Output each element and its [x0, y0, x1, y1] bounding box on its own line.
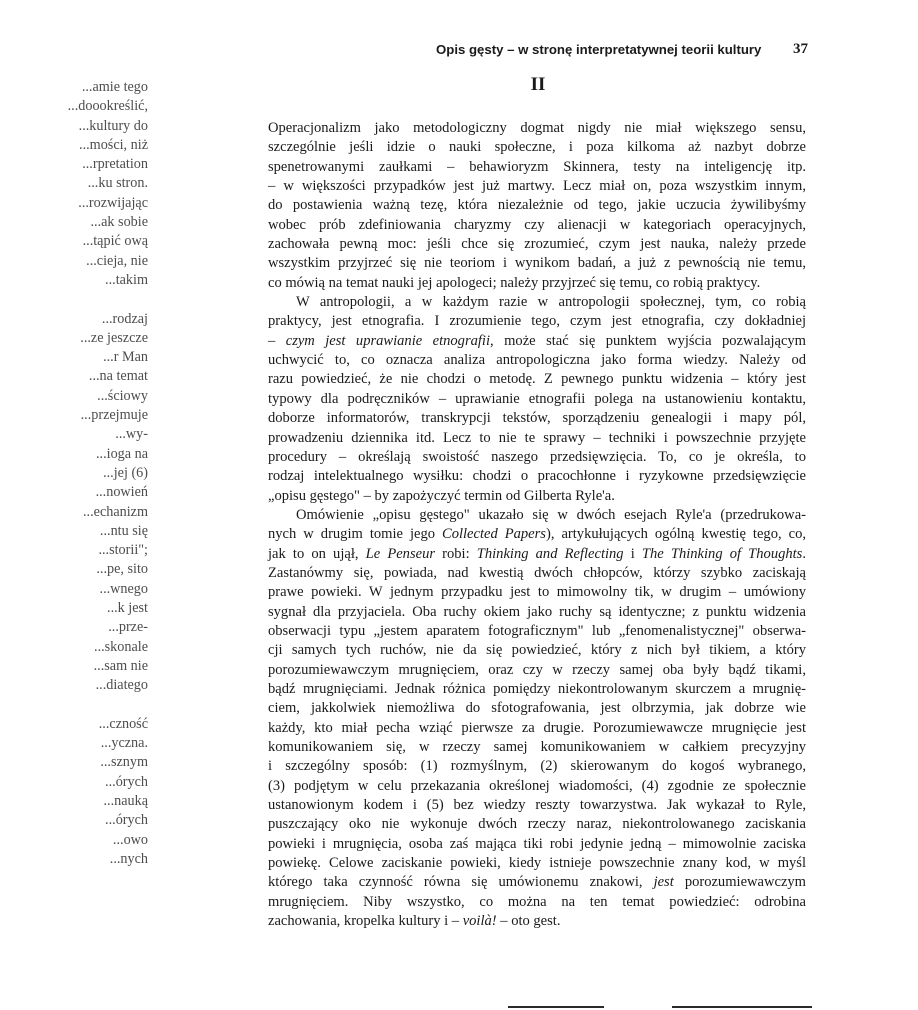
bleed-line: ...cieja, nie — [86, 252, 148, 269]
bleed-line: ...ku stron. — [87, 175, 148, 192]
bleed-line: ...ze jeszcze — [80, 329, 148, 346]
text-line: mrugnięciem. Niby wszystko, co można na ten temat powiedzieć: odrobina — [268, 893, 806, 910]
bleed-line: ...nych — [109, 850, 148, 867]
bleed-line: ...skonale — [94, 638, 148, 655]
bleed-line: ...wy- — [115, 426, 148, 443]
text-line: Operacjonalizm jako metodologiczny dogmat nigdy nie miał większego sensu, — [268, 120, 806, 136]
bleed-line: ...storii"; — [98, 542, 148, 559]
bleed-line: ...ściowy — [97, 387, 148, 404]
text-line: jak to on ujął, Le Penseur robi: Thinking and Reflecting i The Thinking of Thoughts. — [268, 545, 806, 562]
bleed-line: ...echanizm — [83, 503, 148, 520]
bleed-line: ...ak sobie — [90, 214, 148, 231]
body-text — [268, 119, 806, 931]
bleed-line: ...rpretation — [82, 156, 148, 173]
bleed-line: ...rozwijając — [78, 194, 148, 211]
text-line: praktycy, jest etnografia. I zrozumienie tego, czym jest etnografia, czy dokładniej — [268, 313, 806, 330]
page-number: 37 — [793, 41, 808, 57]
text-line: prawe powieki. W jednym przypadku jest to mimowolny tik, w drugim – umówiony — [268, 584, 806, 601]
text-line: puszczający oko nie wykonuje dwóch rzeczy naraz, niekontrolowanego zaciskania — [268, 816, 806, 833]
running-header — [436, 42, 808, 57]
bleed-line: ...pe, sito — [96, 561, 148, 578]
text-line: zachowania, kropelka kultury i – voilà! – oto gest. — [268, 913, 561, 930]
bleed-line: ...czność — [98, 715, 148, 732]
text-line: ciem, jakkolwiek niemożliwa do sfotografowania, jest olbrzymia, jak dobrze wie — [268, 700, 806, 717]
text-line: – czym jest uprawianie etnografii, może stać się punktem wyjścia pozwalającym — [268, 332, 806, 349]
text-line: każdy, kto miał pecha wziąć pierwsze za drugie. Porozumiewawcze mrugnięcie jest — [268, 719, 806, 736]
running-title: Opis gęsty – w stronę interpretatywnej teorii kultury — [436, 42, 762, 57]
text-line: bądź mrugnięciami. Jednak różnica pomiędzy niekontrolowanym skurczem a mrugnię- — [268, 680, 806, 697]
bleed-line: ...takim — [105, 271, 148, 288]
bleed-line: ...owo — [112, 831, 148, 848]
bleed-line: ...órych — [105, 812, 148, 829]
bottom-rule-right — [672, 1006, 812, 1008]
text-line: spenetrowanymi zaułkami – behawioryzm Skinnera, testy na inteligencję itp. — [268, 158, 806, 175]
text-line: sygnał dla przyjaciela. Oba ruchy okiem jako ruchy są identyczne; z punktu widzenia — [268, 603, 806, 620]
bleed-line: ...órych — [105, 773, 148, 790]
bleed-line: ...ioga na — [95, 445, 148, 462]
text-line: obserwacji typu „jestem aparatem fotograficznym" lub „fenomenalistycznej" obserwa- — [268, 622, 806, 639]
bleed-line: ...r Man — [103, 349, 148, 366]
bleed-line: ...na temat — [88, 368, 148, 385]
section-heading: II — [530, 74, 546, 95]
text-line: i szczególny sposób: (1) rozmyślnym, (2) skierowanym do kogoś wybranego, — [268, 758, 806, 775]
text-line: W antropologii, a w każdym razie w antropologii społecznej, tym, co robią — [296, 294, 806, 311]
text-line: powiekę. Celowe zaciskanie powieki, kiedy istnieje powszechnie znany kod, w myśl — [268, 855, 806, 872]
text-line: co mówią na temat nauki jej apologeci; należy przyjrzeć się temu, co robią praktycy. — [268, 274, 761, 291]
bleed-line: ...tąpić ową — [82, 233, 148, 250]
text-line: komunikowaniem się, w rzeczy samej komunikowaniem w całkiem precyzyjny — [268, 739, 806, 755]
bleed-line — [0, 290, 148, 309]
bleed-line: ...kultury do — [78, 117, 148, 134]
bleed-line: ...nauką — [103, 792, 148, 809]
text-line: do postawienia ważną tezę, która niezależnie od tego, jakie uczucia żywilibyśmy — [268, 197, 806, 214]
bleed-line: ...sznym — [100, 754, 148, 771]
bleed-line: ...yczna. — [100, 735, 148, 752]
text-line: nych w drugim tomie jego Collected Papers), artykułujących ogólną kwestię tego, co, — [268, 526, 806, 543]
bleed-line: ...prze- — [108, 619, 148, 636]
text-line: wszystkim przyjrzeć się nie teoriom i wynikom badań, a już z pewnością nie temu, — [268, 255, 806, 272]
text-line: typowy dla podręczników – uprawianie etnografii polega na ustanowieniu kontaktu, — [268, 390, 806, 407]
bleed-line: ...wnego — [99, 580, 148, 597]
text-line: rodzaj intelektualnego wysiłku: chodzi o pracochłonne i ryzykowne przedsięwzięcie — [268, 468, 806, 485]
text-line: którego taka czynność równa się umówionemu znakowi, jest porozumiewawczym — [268, 874, 806, 891]
bottom-rule-left — [508, 1006, 604, 1008]
bleed-line: ...mości, niż — [79, 136, 148, 153]
text-line: szczególnie jeśli idzie o nauki społeczne, i poza kilkoma aż nazbyt dobrze — [268, 139, 806, 156]
text-line: procedury – określają swoistość naszego przedsięwzięcia. To, co je określa, to — [268, 448, 806, 465]
text-line: prowadzeniu dziennika itd. Lecz to nie te sprawy – techniki i powszechnie przyjęte — [268, 429, 806, 446]
text-line: – w większości przypadków jest już martwy. Lecz miał on, poza wszystkim innym, — [268, 178, 806, 195]
bleed-line: ...ntu się — [99, 522, 148, 539]
bleed-line: ...jej (6) — [103, 464, 148, 481]
bleed-line: ...przejmuje — [80, 407, 148, 424]
text-line: Omówienie „opisu gęstego" ukazało się w dwóch esejach Ryle'a (przedrukowa- — [296, 506, 806, 523]
text-line: wobec prób zdefiniowania charyzmy czy alienacji w kategoriach operacyjnych, — [268, 216, 806, 233]
bleed-line: ...diatego — [95, 677, 148, 694]
bleed-line: ...amie tego — [81, 79, 148, 95]
text-line: cji samych tych ruchów, nie da się powiedzieć, który z nich był tikiem, a który — [268, 642, 806, 659]
text-line: (3) podjętym w celu przekazania określonej wiadomości, (4) zgodnie ze społecznie — [268, 777, 806, 794]
text-line: „opisu gęstego" – by zapożyczyć termin od Gilberta Ryle'a. — [268, 487, 615, 504]
bleed-line: ...nowień — [95, 484, 148, 501]
bleed-line: ...sam nie — [93, 657, 148, 674]
bleed-line — [0, 696, 148, 715]
text-line: uchwycić to, co oznacza analiza antropologiczna jako forma wiedzy. Należy od — [268, 352, 806, 369]
text-line: powieki i mrugnięcia, osoba zaś mająca tiki robi jedynie jedną – mimowolnie zaciska — [268, 835, 806, 852]
text-line: razu powiedzieć, że nie chodzi o metodę. Z pewnego punktu widzenia – który jest — [268, 371, 806, 388]
text-line: porozumiewawczym mrugnięciem, oraz czy w rzeczy samej oba były bądź tikami, — [268, 661, 806, 678]
text-line: Zastanówmy się, powiada, nad kwestią dwóch chłopców, którzy szybko zaciskają — [268, 564, 806, 581]
bleed-line: ...doookreślić, — [67, 98, 148, 115]
bleed-line: ...rodzaj — [101, 310, 148, 327]
facing-page-bleed — [0, 78, 148, 869]
bleed-line: ...k jest — [107, 600, 148, 617]
text-line: zachowała pewną moc: jeśli chce się zrozumieć, czym jest nauka, należy przede — [268, 236, 806, 253]
text-line: doborze informatorów, transkrypcji tekstów, sporządzeniu genealogii i mapy pól, — [268, 410, 806, 427]
text-line: ustanowionym kodem i (5) bez wiedzy reszty towarzystwa. Jak wykazał to Ryle, — [268, 797, 806, 814]
